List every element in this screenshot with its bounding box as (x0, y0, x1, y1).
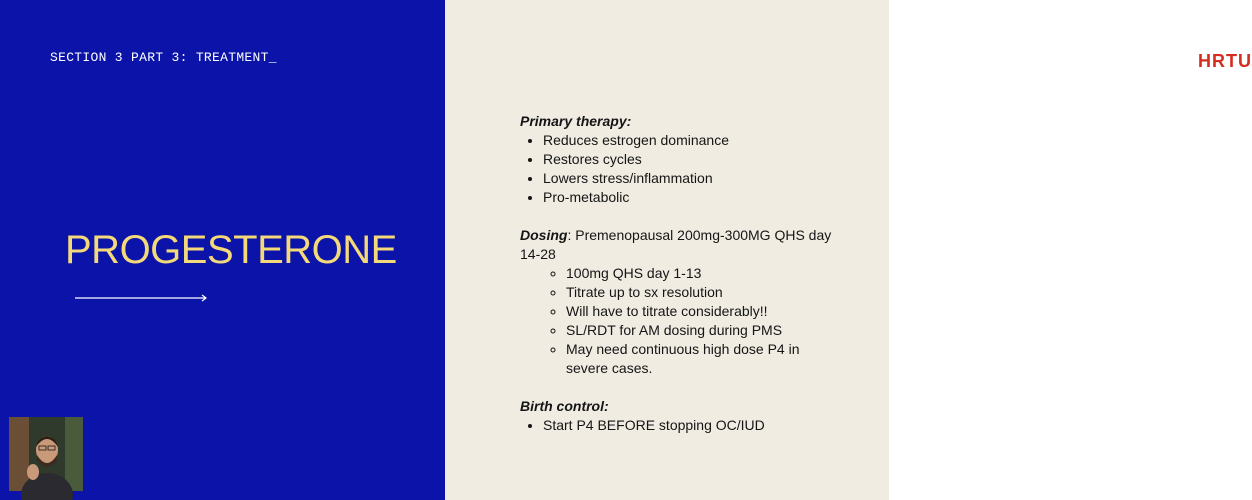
birth-control-list (520, 416, 840, 435)
list-item: ◦ 100mg QHS day 1-13 (566, 264, 840, 283)
section-label: SECTION 3 PART 3: TREATMENT_ (50, 50, 277, 65)
list-item: • Reduces estrogen dominance (543, 131, 840, 150)
birth-control-heading: Birth control: (520, 398, 609, 414)
primary-therapy-heading: Primary therapy: (520, 113, 632, 129)
list-item: ◦ SL/RDT for AM dosing during PMS (566, 321, 840, 340)
left-panel (0, 0, 445, 500)
list-item: • Restores cycles (543, 150, 840, 169)
dosing-paragraph (520, 226, 840, 264)
list-item: ◦ Will have to titrate considerably!! (566, 302, 840, 321)
list-item: • Lowers stress/inflammation (543, 169, 840, 188)
content-body (520, 112, 840, 435)
presenter-avatar (9, 417, 83, 491)
list-item: • Start P4 BEFORE stopping OC/IUD (543, 416, 840, 435)
slide-title: PROGESTERONE (65, 228, 397, 272)
dosing-text: : Premenopausal 200mg-300MG QHS day 14-28 (520, 227, 832, 262)
list-item: ◦ Titrate up to sx resolution (566, 283, 840, 302)
dosing-heading: Dosing (520, 227, 568, 243)
hrtu-logo: HRTU (1198, 51, 1252, 71)
dosing-list (520, 264, 840, 378)
primary-therapy-list (520, 131, 840, 207)
list-item: ◦ May need continuous high dose P4 in severe cases. (566, 340, 840, 378)
right-arrow-icon (75, 293, 209, 303)
list-item: • Pro-metabolic (543, 188, 840, 207)
